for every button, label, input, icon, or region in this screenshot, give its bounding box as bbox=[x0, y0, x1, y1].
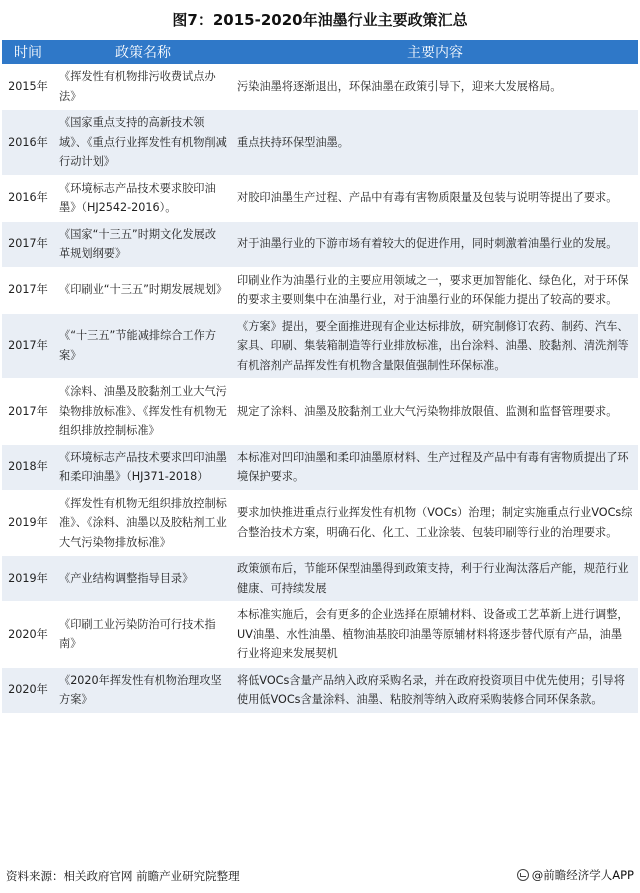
cell-content: 要求加快推进重点行业挥发性有机物（VOCs）治理；制定实施重点行业VOCs综合整治技术方案，明确石化、化工、工业涂装、包装印刷等行业的治理要求。 bbox=[232, 490, 638, 556]
cell-policy: 《国家“十三五”时期文化发展改革规划纲要》 bbox=[54, 221, 232, 267]
page-title: 图7：2015-2020年油墨行业主要政策汇总 bbox=[172, 11, 468, 29]
cell-year: 2017年 bbox=[2, 267, 54, 313]
table-row bbox=[2, 313, 638, 379]
cell-policy: 《2020年挥发性有机物治理攻坚方案》 bbox=[54, 667, 232, 713]
policy-table bbox=[2, 40, 638, 714]
table-row bbox=[2, 110, 638, 176]
cell-content: 污染油墨将逐渐退出，环保油墨在政策引导下，迎来大发展格局。 bbox=[232, 64, 638, 110]
cell-year: 2020年 bbox=[2, 667, 54, 713]
table-row bbox=[2, 175, 638, 221]
table-row bbox=[2, 556, 638, 602]
cell-year: 2016年 bbox=[2, 175, 54, 221]
cell-content: 对胶印油墨生产过程、产品中有毒有害物质限量及包装与说明等提出了要求。 bbox=[232, 175, 638, 221]
brand-label: @前瞻经济学人APP bbox=[531, 868, 634, 882]
table-row bbox=[2, 64, 638, 110]
cell-content: 印刷业作为油墨行业的主要应用领域之一，要求更加智能化、绿色化，对于环保的要求主要则集中在油墨行业，对于油墨行业的环保能力提出了较高的要求。 bbox=[232, 267, 638, 313]
cell-policy: 《挥发性有机物无组织排放控制标准》、《涂料、油墨以及胶粘剂工业大气污染物排放标准》 bbox=[54, 490, 232, 556]
cell-year: 2018年 bbox=[2, 444, 54, 490]
cell-year: 2017年 bbox=[2, 313, 54, 379]
table-header-row bbox=[2, 40, 638, 64]
header-year: 时间 bbox=[2, 40, 54, 64]
cell-content: 重点扶持环保型油墨。 bbox=[232, 110, 638, 176]
cell-year: 2019年 bbox=[2, 490, 54, 556]
cell-content: 《方案》提出，要全面推进现有企业达标排放，研究制修订农药、制药、汽车、家具、印刷、集装箱制造等行业排放标准，出台涂料、油墨、胶黏剂、清洗剂等有机溶剂产品挥发性有机物含量限值强制性环保标准。 bbox=[232, 313, 638, 379]
cell-year: 2015年 bbox=[2, 64, 54, 110]
table-row bbox=[2, 667, 638, 713]
cell-policy: 《印刷业“十三五”时期发展规划》 bbox=[54, 267, 232, 313]
cell-content: 本标准对凹印油墨和柔印油墨原材料、生产过程及产品中有毒有害物质提出了环境保护要求。 bbox=[232, 444, 638, 490]
table-row bbox=[2, 267, 638, 313]
brand-credit bbox=[517, 867, 634, 883]
cell-year: 2017年 bbox=[2, 379, 54, 445]
header-content: 主要内容 bbox=[232, 40, 638, 64]
cell-content: 本标准实施后，会有更多的企业选择在原辅材料、设备或工艺革新上进行调整，UV油墨、水性油墨、植物油基胶印油墨等原辅材料将逐步替代原有产品，油墨行业将迎来发展契机 bbox=[232, 602, 638, 668]
table-body bbox=[2, 64, 638, 713]
cell-content: 规定了涂料、油墨及胶黏剂工业大气污染物排放限值、监测和监督管理要求。 bbox=[232, 379, 638, 445]
cell-policy: 《国家重点支持的高新技术领域》、《重点行业挥发性有机物削减行动计划》 bbox=[54, 110, 232, 176]
table-row bbox=[2, 444, 638, 490]
cell-policy: 《挥发性有机物排污收费试点办法》 bbox=[54, 64, 232, 110]
cell-year: 2019年 bbox=[2, 556, 54, 602]
cell-content: 对于油墨行业的下游市场有着较大的促进作用，同时刺激着油墨行业的发展。 bbox=[232, 221, 638, 267]
header-policy: 政策名称 bbox=[54, 40, 232, 64]
cell-content: 将低VOCs含量产品纳入政府采购名录，并在政府投资项目中优先使用；引导将使用低VOCs含量涂料、油墨、粘胶剂等纳入政府采购装修合同环保条款。 bbox=[232, 667, 638, 713]
cell-year: 2020年 bbox=[2, 602, 54, 668]
cell-content: 政策颁布后，节能环保型油墨得到政策支持，利于行业淘汰落后产能，规范行业健康、可持续发展 bbox=[232, 556, 638, 602]
cell-policy: 《“十三五”节能减排综合工作方案》 bbox=[54, 313, 232, 379]
table-row bbox=[2, 490, 638, 556]
cell-policy: 《环境标志产品技术要求凹印油墨和柔印油墨》（HJ371-2018） bbox=[54, 444, 232, 490]
cell-year: 2017年 bbox=[2, 221, 54, 267]
brand-logo-icon bbox=[517, 869, 529, 881]
table-row bbox=[2, 379, 638, 445]
source-note: 资料来源：相关政府官网 前瞻产业研究院整理 bbox=[6, 869, 240, 883]
cell-policy: 《环境标志产品技术要求胶印油墨》（HJ2542-2016）。 bbox=[54, 175, 232, 221]
cell-policy: 《印刷工业污染防治可行技术指南》 bbox=[54, 602, 232, 668]
cell-policy: 《涂料、油墨及胶黏剂工业大气污染物排放标准》、《挥发性有机物无组织排放控制标准》 bbox=[54, 379, 232, 445]
table-row bbox=[2, 221, 638, 267]
cell-year: 2016年 bbox=[2, 110, 54, 176]
table-row bbox=[2, 602, 638, 668]
cell-policy: 《产业结构调整指导目录》 bbox=[54, 556, 232, 602]
